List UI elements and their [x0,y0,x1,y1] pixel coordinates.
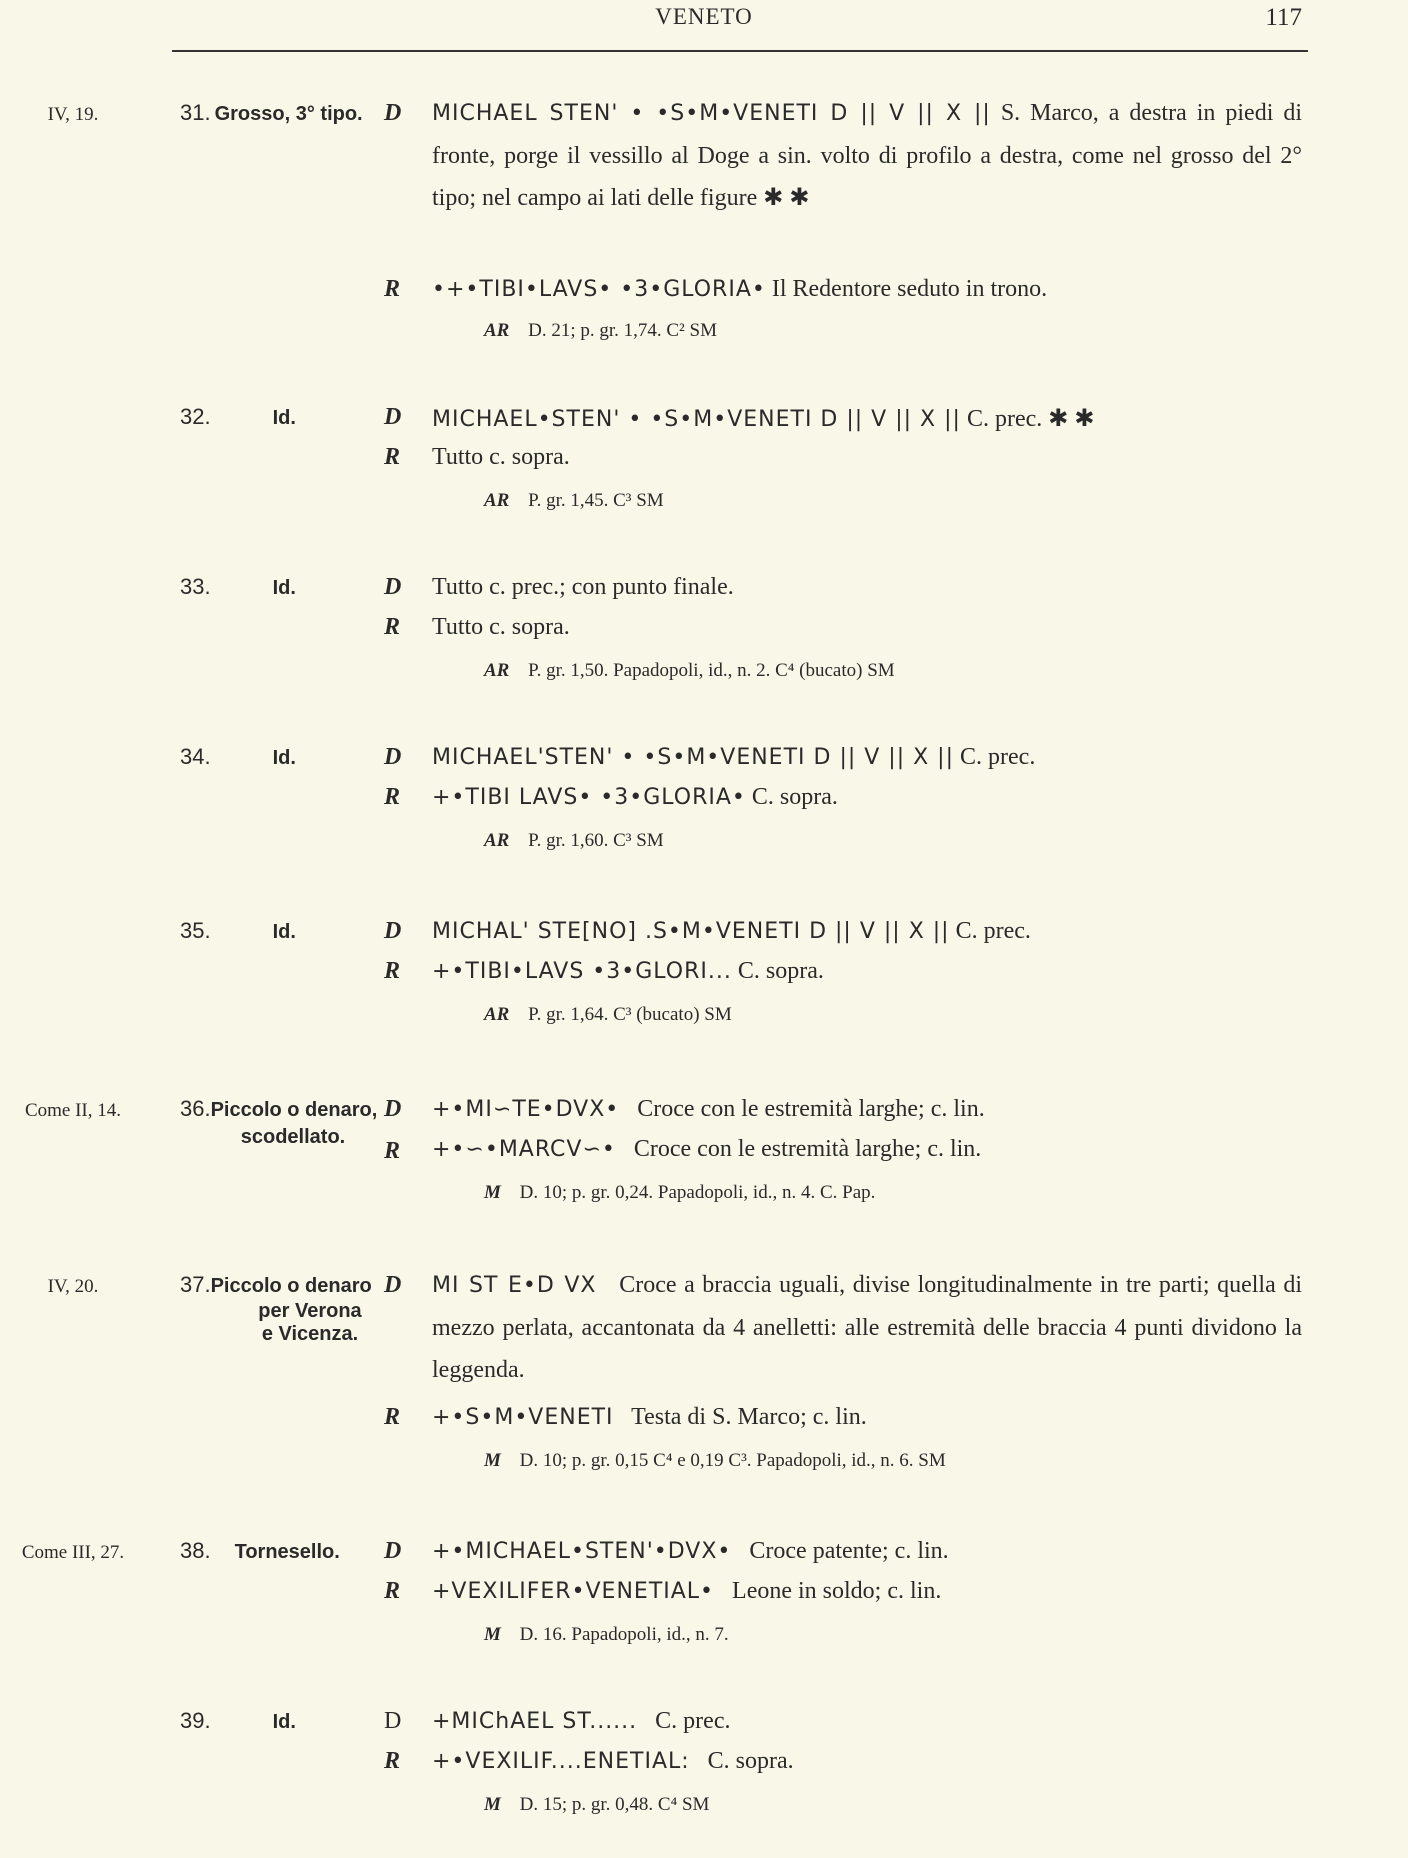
obverse-description [432,744,1302,771]
obverse-text: C. prec. [955,918,1031,944]
entry-label [180,744,296,770]
reverse-marker: R [384,1578,401,1604]
header-title: VENETO [655,4,753,29]
obverse-text: Croce a braccia uguali, divise longitudinalmente in tre parti; quella di mezzo perlata, accantonata da 4 anelletti: alle estremità delle braccia 4 punti dividono la leggenda. [432,1272,1302,1383]
reverse-marker: R [384,614,401,640]
reverse-text: Il Redentore seduto in trono. [771,276,1048,302]
obverse-text: C. prec. [655,1708,731,1734]
obverse-description [432,1538,1302,1565]
entry-label [180,1708,296,1734]
obverse-text: S. Marco, a destra in piedi di fronte, porge il vessillo al Doge a sin. volto di profilo a destra, come nel grosso del 2° tipo; nel campo ai lati delle figure ✱ ✱ [432,100,1303,211]
reverse-description [432,444,1302,471]
entry-meta [484,1794,709,1816]
entry-number: 31. [180,100,211,125]
meta-text: P. gr. 1,45. C³ SM [528,490,664,511]
metal-code: M [484,1624,501,1645]
obverse-description [432,918,1302,945]
obverse-legend: MICHAL' STE[NO] .S•M•VENETI D || V || X || [432,919,950,944]
obverse-legend: MICHAEL STEN' • •S•M•VENETI D || V || X || [432,101,991,126]
reverse-text: Croce con le estremità larghe; c. lin. [633,1136,982,1162]
entry-number: 34. [180,744,211,769]
reverse-description [432,614,1302,641]
reverse-marker: R [384,958,401,984]
denomination: Id. [272,921,296,943]
reverse-legend: +•S•M•VENETI [432,1405,614,1430]
reverse-description [432,784,1302,811]
obverse-legend: +•MICHAEL•STEN'•DVX• [432,1539,732,1564]
obverse-legend: MICHAEL•STEN' • •S•M•VENETI D || V || X || [432,407,961,432]
reverse-description [432,1578,1302,1605]
obverse-legend: +•MI∽TE•DVX• [432,1097,620,1122]
reverse-marker: R [384,1138,401,1164]
obverse-marker: D [384,1708,402,1734]
entry-meta [484,1624,729,1646]
meta-text: D. 10; p. gr. 0,24. Papadopoli, id., n. 4. C. Pap. [519,1182,876,1203]
entry-number: 33. [180,574,211,599]
reverse-marker: R [384,444,401,470]
reverse-description [432,958,1302,985]
reverse-legend: +•∽•MARCV∽• [432,1137,616,1162]
obverse-text: C. prec. ✱ ✱ [966,406,1095,432]
obverse-description [432,574,1302,601]
meta-text: P. gr. 1,64. C³ (bucato) SM [528,1004,732,1025]
entry-label [180,1272,400,1346]
obverse-text: Croce con le estremità larghe; c. lin. [637,1096,985,1122]
entry-label [180,404,296,430]
reverse-legend: •+•TIBI•LAVS• •3•GLORIA• [432,277,766,302]
reverse-text: C. sopra. [707,1748,794,1774]
denomination: Id. [272,747,296,769]
obverse-legend: MICHAEL'STEN' • •S•M•VENETI D || V || X || [432,745,955,770]
obverse-description [432,1708,1302,1735]
obverse-description [432,404,1302,433]
obverse-text: Tutto c. prec.; con punto finale. [432,574,734,600]
obverse-legend: MI ST E•D VX [432,1273,597,1298]
denomination: Grosso, 3° tipo. [214,103,363,125]
header-rule [172,50,1308,52]
reverse-legend: +•VEXILIF....ENETIAL: [432,1749,690,1774]
reverse-text: C. sopra. [751,784,838,810]
reverse-marker: R [384,784,401,810]
reverse-legend: +VEXILIFER•VENETIAL• [432,1579,715,1604]
entry-number: 38. [180,1538,211,1563]
entry-meta [484,320,717,342]
obverse-marker: D [384,100,402,126]
entry-number: 35. [180,918,211,943]
reverse-description [432,1136,1302,1163]
metal-code: AR [484,490,510,511]
reverse-description [432,1748,1302,1775]
entry-number: 37. [180,1272,211,1297]
meta-text: P. gr. 1,50. Papadopoli, id., n. 2. C⁴ (bucato) SM [528,660,895,681]
reverse-text: C. sopra. [737,958,824,984]
entry-meta [484,1004,732,1026]
metal-code: M [484,1794,501,1815]
entry-meta [484,1182,875,1204]
entry-meta [484,830,664,852]
entry-number: 32. [180,404,211,429]
denomination: Tornesello. [234,1541,340,1563]
denomination-line-3: e Vicenza. [261,1323,359,1345]
obverse-legend: +MIChAEL ST...... [432,1709,638,1734]
obverse-description [432,1264,1302,1391]
denomination: Id. [272,1711,296,1733]
entry-meta [484,1450,946,1472]
entry-label [180,100,363,126]
meta-text: D. 16. Papadopoli, id., n. 7. [519,1624,729,1645]
reverse-legend: +•TIBI•LAVS •3•GLORI... [432,959,732,984]
obverse-description [432,1096,1302,1123]
reverse-text: Tutto c. sopra. [432,444,570,470]
denomination: Id. [272,577,296,599]
obverse-marker: D [384,404,402,430]
obverse-description [432,92,1302,219]
obverse-marker: D [384,918,402,944]
obverse-text: C. prec. [960,744,1036,770]
denomination: Id. [272,407,296,429]
metal-code: AR [484,830,510,851]
entry-label [180,918,296,944]
reverse-text: Leone in soldo; c. lin. [732,1578,942,1604]
entry-number: 36. [180,1096,211,1121]
meta-text: P. gr. 1,60. C³ SM [528,830,664,851]
metal-code: M [484,1182,501,1203]
meta-text: D. 10; p. gr. 0,15 C⁴ e 0,19 C³. Papadopoli, id., n. 6. SM [519,1450,946,1471]
reverse-description [432,1404,1302,1431]
plate-reference: Come III, 27. [21,1542,125,1563]
entry-meta [484,490,664,512]
denomination-line-2: per Verona [258,1300,362,1322]
reverse-text: Tutto c. sopra. [432,614,570,640]
denomination-line-1: Piccolo o denaro, [210,1099,378,1121]
entry-meta [484,660,895,682]
plate-reference: IV, 20. [47,1276,99,1297]
reverse-legend: +•TIBI LAVS• •3•GLORIA• [432,785,746,810]
entry-label [180,574,296,600]
metal-code: AR [484,320,510,341]
reverse-text: Testa di S. Marco; c. lin. [631,1404,867,1430]
reverse-marker: R [384,1404,401,1430]
obverse-marker: D [384,1272,402,1298]
plate-reference: Come II, 14. [24,1100,122,1121]
denomination-line-1: Piccolo o denaro [210,1275,372,1297]
metal-code: M [484,1450,501,1471]
entry-label [180,1096,406,1149]
plate-reference: IV, 19. [47,104,99,125]
obverse-text: Croce patente; c. lin. [749,1538,949,1564]
entry-label [180,1538,340,1564]
entry-number: 39. [180,1708,211,1733]
denomination-line-2: scodellato. [240,1126,346,1148]
obverse-marker: D [384,744,402,770]
reverse-marker: R [384,276,401,302]
reverse-description [432,276,1302,303]
metal-code: AR [484,660,510,681]
reverse-marker: R [384,1748,401,1774]
obverse-marker: D [384,574,402,600]
page-number: 117 [1265,4,1302,31]
meta-text: D. 15; p. gr. 0,48. C⁴ SM [519,1794,710,1815]
metal-code: AR [484,1004,510,1025]
obverse-marker: D [384,1538,402,1564]
obverse-marker: D [384,1096,402,1122]
meta-text: D. 21; p. gr. 1,74. C² SM [528,320,717,341]
